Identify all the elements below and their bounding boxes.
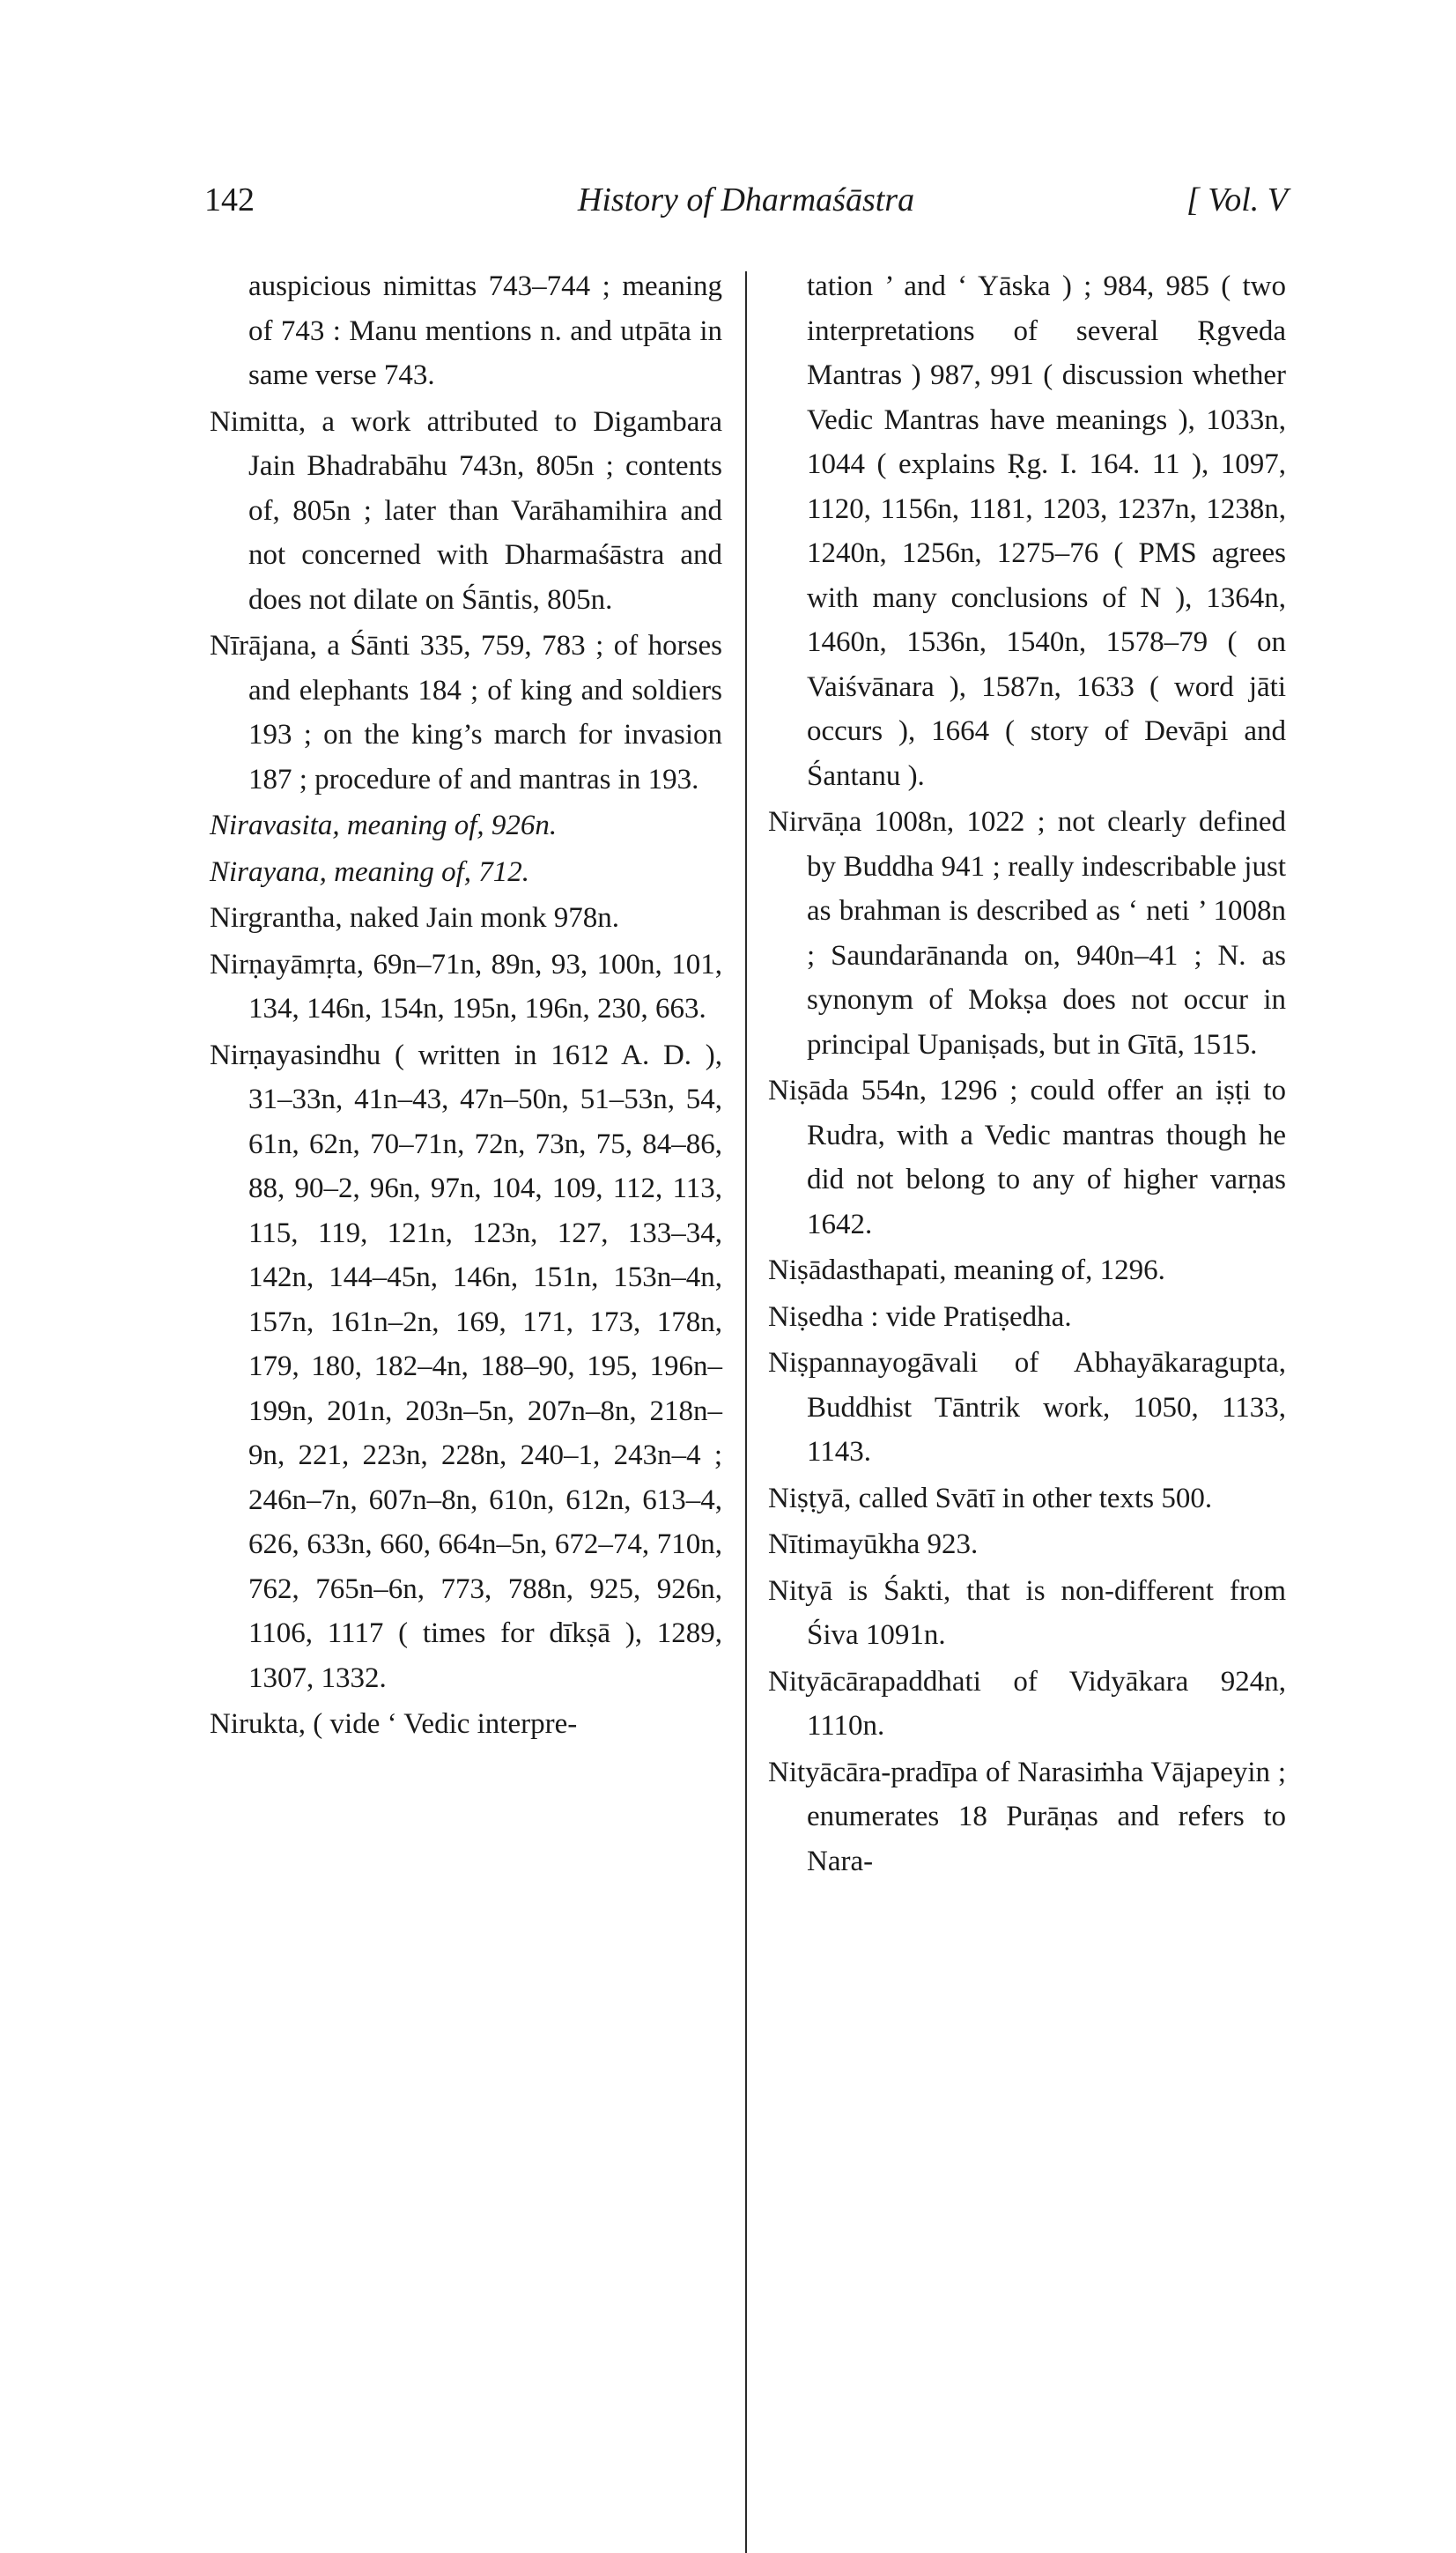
index-entry: Niṣpannayogāvali of Abhayākaragupta, Buddhist Tāntrik work, 1050, 1133, 1143. — [768, 1347, 1286, 1468]
index-entry: Nirgrantha, naked Jain monk 978n. — [210, 902, 619, 934]
index-entry: Niṣāda 554n, 1296 ; could offer an iṣṭi to Rudra, with a Vedic mantras though he did not belong to any of higher varṇas 1642. — [768, 1075, 1286, 1240]
right-column — [768, 264, 1286, 1883]
left-column — [210, 264, 722, 1747]
index-entry: Niṣṭyā, called Svātī in other texts 500. — [768, 1482, 1213, 1514]
index-entry: Niṣedha : vide Pratiṣedha. — [768, 1300, 1072, 1333]
index-entry: auspicious nimittas 743–744 ; meaning of 743 : Manu mentions n. and utpāta in same verse 743. — [248, 270, 722, 391]
index-entry: Nītimayūkha 923. — [768, 1528, 979, 1560]
index-entry: Nīrājana, a Śānti 335, 759, 783 ; of horses and elephants 184 ; of king and soldiers 193 ; on the king’s march for invasion 187 ; procedure of and mantras in 193. — [210, 630, 722, 796]
volume-label: [ Vol. V — [1186, 181, 1288, 218]
page-number: 142 — [204, 181, 255, 218]
running-title: History of Dharmaśāstra — [577, 181, 915, 218]
index-entry: Nityācārapaddhati of Vidyākara 924n, 1110n. — [768, 1665, 1286, 1742]
page-header — [204, 181, 1288, 233]
index-entry: Nirayana, meaning of, 712. — [210, 855, 529, 888]
index-entry: Nirṇayasindhu ( written in 1612 A. D. ), 31–33n, 41n–43, 47n–50n, 51–53n, 54, 61n, 62n, 70–71n, 72n, 73n, 75, 84–86, 88, 90–2, 96n, 97n, 104, 109, 112, 113, 115, 119, 121n, 123n, 127, 133–34, 142n, 144–45n, 146n, 151n, 153n–4n, 157n, 161n–2n, 169, 171, 173, 178n, 179, 180, 182–4n, 188–90, 195, 196n–199n, 201n, 203n–5n, 207n–8n, 218n–9n, 221, 223n, 228n, 240–1, 243n–4 ; 246n–7n, 607n–8n, 610n, 612n, 613–4, 626, 633n, 660, 664n–5n, 672–74, 710n, 762, 765n–6n, 773, 788n, 925, 926n, 1106, 1117 ( times for dīkṣā ), 1289, 1307, 1332. — [210, 1039, 722, 1694]
index-entry: Nityā is Śakti, that is non-different from Śiva 1091n. — [768, 1574, 1286, 1651]
index-entry: tation ’ and ‘ Yāska ) ; 984, 985 ( two interpretations of several Ṛgveda Mantras ) 987, 991 ( discussion whether Vedic Mantras have meanings ), 1033n, 1044 ( explains Ṛg. I. 164. 11 ), 1097, 1120, 1156n, 1181, 1203, 1237n, 1238n, 1240n, 1256n, 1275–76 ( PMS agrees with many conclusions of N ), 1364n, 1460n, 1536n, 1540n, 1578–79 ( on Vaiśvānara ), 1587n, 1633 ( word jāti occurs ), 1664 ( story of Devāpi and Śantanu ). — [807, 270, 1286, 792]
index-entry: Nimitta, a work attributed to Digambara Jain Bhadrabāhu 743n, 805n ; contents of, 805n ; later than Varāhamihira and not concerned with Dharmaśāstra and does not dilate on Śāntis, 805n. — [210, 405, 722, 616]
index-entry: Nirṇayāmṛta, 69n–71n, 89n, 93, 100n, 101, 134, 146n, 154n, 195n, 196n, 230, 663. — [210, 948, 722, 1025]
index-entry: Nirvāṇa 1008n, 1022 ; not clearly defined by Buddha 941 ; really indescribable just as brahman is described as ‘ neti ’ 1008n ; Saundarānanda on, 940n–41 ; N. as synonym of Mokṣa does not occur in principal Upaniṣads, but in Gītā, 1515. — [768, 806, 1286, 1061]
index-entry: Niravasita, meaning of, 926n. — [210, 810, 558, 841]
index-entry: Nityācāra-pradīpa of Narasiṁha Vājapeyin ; enumerates 18 Purāṇas and refers to Nara- — [768, 1756, 1286, 1877]
column-divider — [745, 271, 747, 2553]
index-entry: Nirukta, ( vide ‘ Vedic interpre- — [210, 1708, 578, 1740]
index-entry: Niṣādasthapati, meaning of, 1296. — [768, 1254, 1165, 1286]
